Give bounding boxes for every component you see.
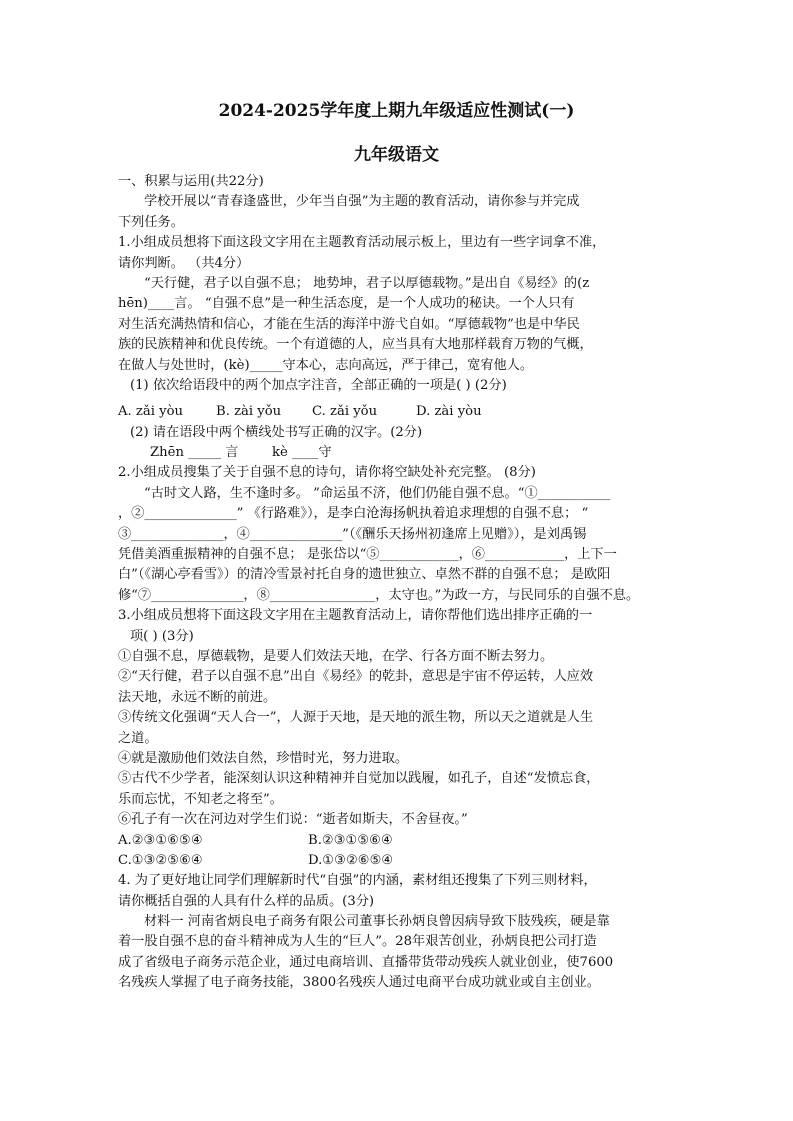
exam-content — [118, 172, 678, 994]
q1-sub1-options — [118, 402, 678, 422]
q3-stem: 项( ) (3分) — [130, 628, 194, 644]
q3-item: ④就是激励他们效法自然，珍惜时光，努力进取。 — [118, 750, 409, 766]
q3-item: ②“天行健，君子以自强不息”出自《易经》的乾卦，意思是宇宙不停运转，人应效 — [118, 669, 594, 685]
q2-passage-line: 白”（《湖心亭看雪》）的清冷雪景衬托自身的遗世独立、卓然不群的自强不息； 是欧阳 — [118, 567, 611, 583]
q3-item: 法天地，永远不断的前进。 — [118, 689, 277, 705]
q2-passage-line: “古时文人路，生不逢时多。 ”命运虽不济，他们仍能自强不息。“①___________ — [144, 485, 611, 501]
q3-options-row — [118, 831, 678, 851]
q1-passage-line: hēn)____言。 “自强不息”是一种生活态度，是一个人成功的秘诀。一个人只有 — [118, 296, 575, 312]
option-c: C. zǎi yǒu — [312, 404, 378, 420]
q2-passage-line: ③______________，④______________”（《酬乐天扬州初逢席上见赠》），是刘禹锡 — [118, 526, 587, 542]
section-heading: 一、积累与运用(共22分) — [118, 174, 264, 189]
q3-item: ①自强不息，厚德载物，是要人们效法天地，在学、行各方面不断去努力。 — [118, 648, 554, 664]
option-b: B. zài yǒu — [216, 404, 282, 420]
option-a: A. zǎi yòu — [118, 404, 184, 420]
q1-stem: 请你判断。 （共4分） — [118, 255, 250, 271]
q3-item: 之道。 — [118, 730, 158, 746]
q3-stem: 3.小组成员想将下面这段文字用在主题教育活动上，请你帮他们选出排序正确的一 — [118, 608, 593, 624]
q4-stem: 4. 为了更好地让同学们理解新时代“自强”的内涵，素材组还搜集了下列三则材料， — [118, 873, 597, 889]
q3-options-row — [118, 851, 678, 871]
q4-material-line: 成了省级电子商务示范企业，通过电商培训、直播带货带动残疾人就业创业，使7600 — [118, 954, 614, 970]
option-d: D. zài yòu — [416, 404, 482, 420]
q1-sub2: (2) 请在语段中两个横线处书写正确的汉字。(2分) — [130, 424, 423, 440]
intro-line: 下列任务。 — [118, 214, 184, 230]
q2-stem: 2.小组成员搜集了关于自强不息的诗句，请你将空缺处补充完整。 (8分) — [118, 465, 536, 481]
exam-title: 2024-2025学年度上期九年级适应性测试(一) — [218, 101, 575, 121]
option-a: A.②③①⑥⑤④ — [118, 832, 203, 848]
option-d: D.①③②⑥⑤④ — [308, 852, 394, 868]
q3-item: ③传统文化强调“天人合一”，人源于天地，是天地的派生物，所以天之道就是人生 — [118, 710, 594, 726]
q2-passage-line: 修“⑦______________，⑧________________，太守也。”为政一方，与民同乐的自强不息。 — [118, 587, 640, 603]
q1-sub2-blanks: Zhēn _____ 言 kè ____守 — [150, 445, 332, 461]
q2-passage-line: 凭借美酒重振精神的自强不息； 是张岱以“⑤____________，⑥____________，上下一 — [118, 547, 617, 563]
q4-material-line: 着一股自强不息的奋斗精神成为人生的“巨人”。28年艰苦创业，孙炳良把公司打造 — [118, 934, 597, 950]
q1-passage-line: “天行健，君子以自强不息； 地势坤，君子以厚德载物。”是出自《易经》的(z — [144, 275, 590, 291]
intro-line: 学校开展以“青春逢盛世，少年当自强”为主题的教育活动，请你参与并完成 — [144, 194, 580, 210]
q1-passage-line: 对生活充满热情和信心，才能在生活的海洋中游弋自如。“厚德载物”也是中华民 — [118, 316, 580, 332]
q2-passage-line: ，②______________” 《行路难》），是李白沧海扬帆执着追求理想的自强不息； “ — [118, 506, 589, 522]
q4-material-line: 材料一 河南省炳良电子商务有限公司董事长孙炳良曾因病导致下肢残疾，硬是靠 — [144, 914, 610, 930]
subject-title: 九年级语文 — [354, 145, 439, 165]
q1-stem: 1.小组成员想将下面这段文字用在主题教育活动展示板上，里边有一些字词拿不准， — [118, 235, 606, 251]
option-c: C.①③②⑤⑥④ — [118, 852, 203, 868]
q3-item: 乐而忘忧，不知老之将至”。 — [118, 791, 283, 807]
q4-stem: 请你概括自强的人具有什么样的品质。(3分) — [118, 893, 375, 909]
q3-item: ⑥孔子有一次在河边对学生们说：“逝者如斯夫，不舍昼夜。” — [118, 812, 468, 828]
option-b: B.②③①⑤⑥④ — [308, 832, 393, 848]
q4-material-line: 名残疾人掌握了电子商务技能，3800名残疾人通过电商平台成功就业或自主创业。 — [118, 975, 600, 991]
q1-passage-line: 在做人与处世时，(kè)_____守本心，志向高远，严于律己，宽宥他人。 — [118, 357, 534, 373]
q1-passage-line: 族的民族精神和优良传统。一个有道德的人，应当具有大地那样载育万物的气概， — [118, 337, 593, 353]
q1-sub1: (1) 依次给语段中的两个加点字注音，全部正确的一项是( ) (2分) — [130, 377, 507, 393]
q3-item: ⑤古代不少学者，能深刻认识这种精神并自觉加以践履，如孔子，自述“发愤忘食， — [118, 771, 600, 787]
